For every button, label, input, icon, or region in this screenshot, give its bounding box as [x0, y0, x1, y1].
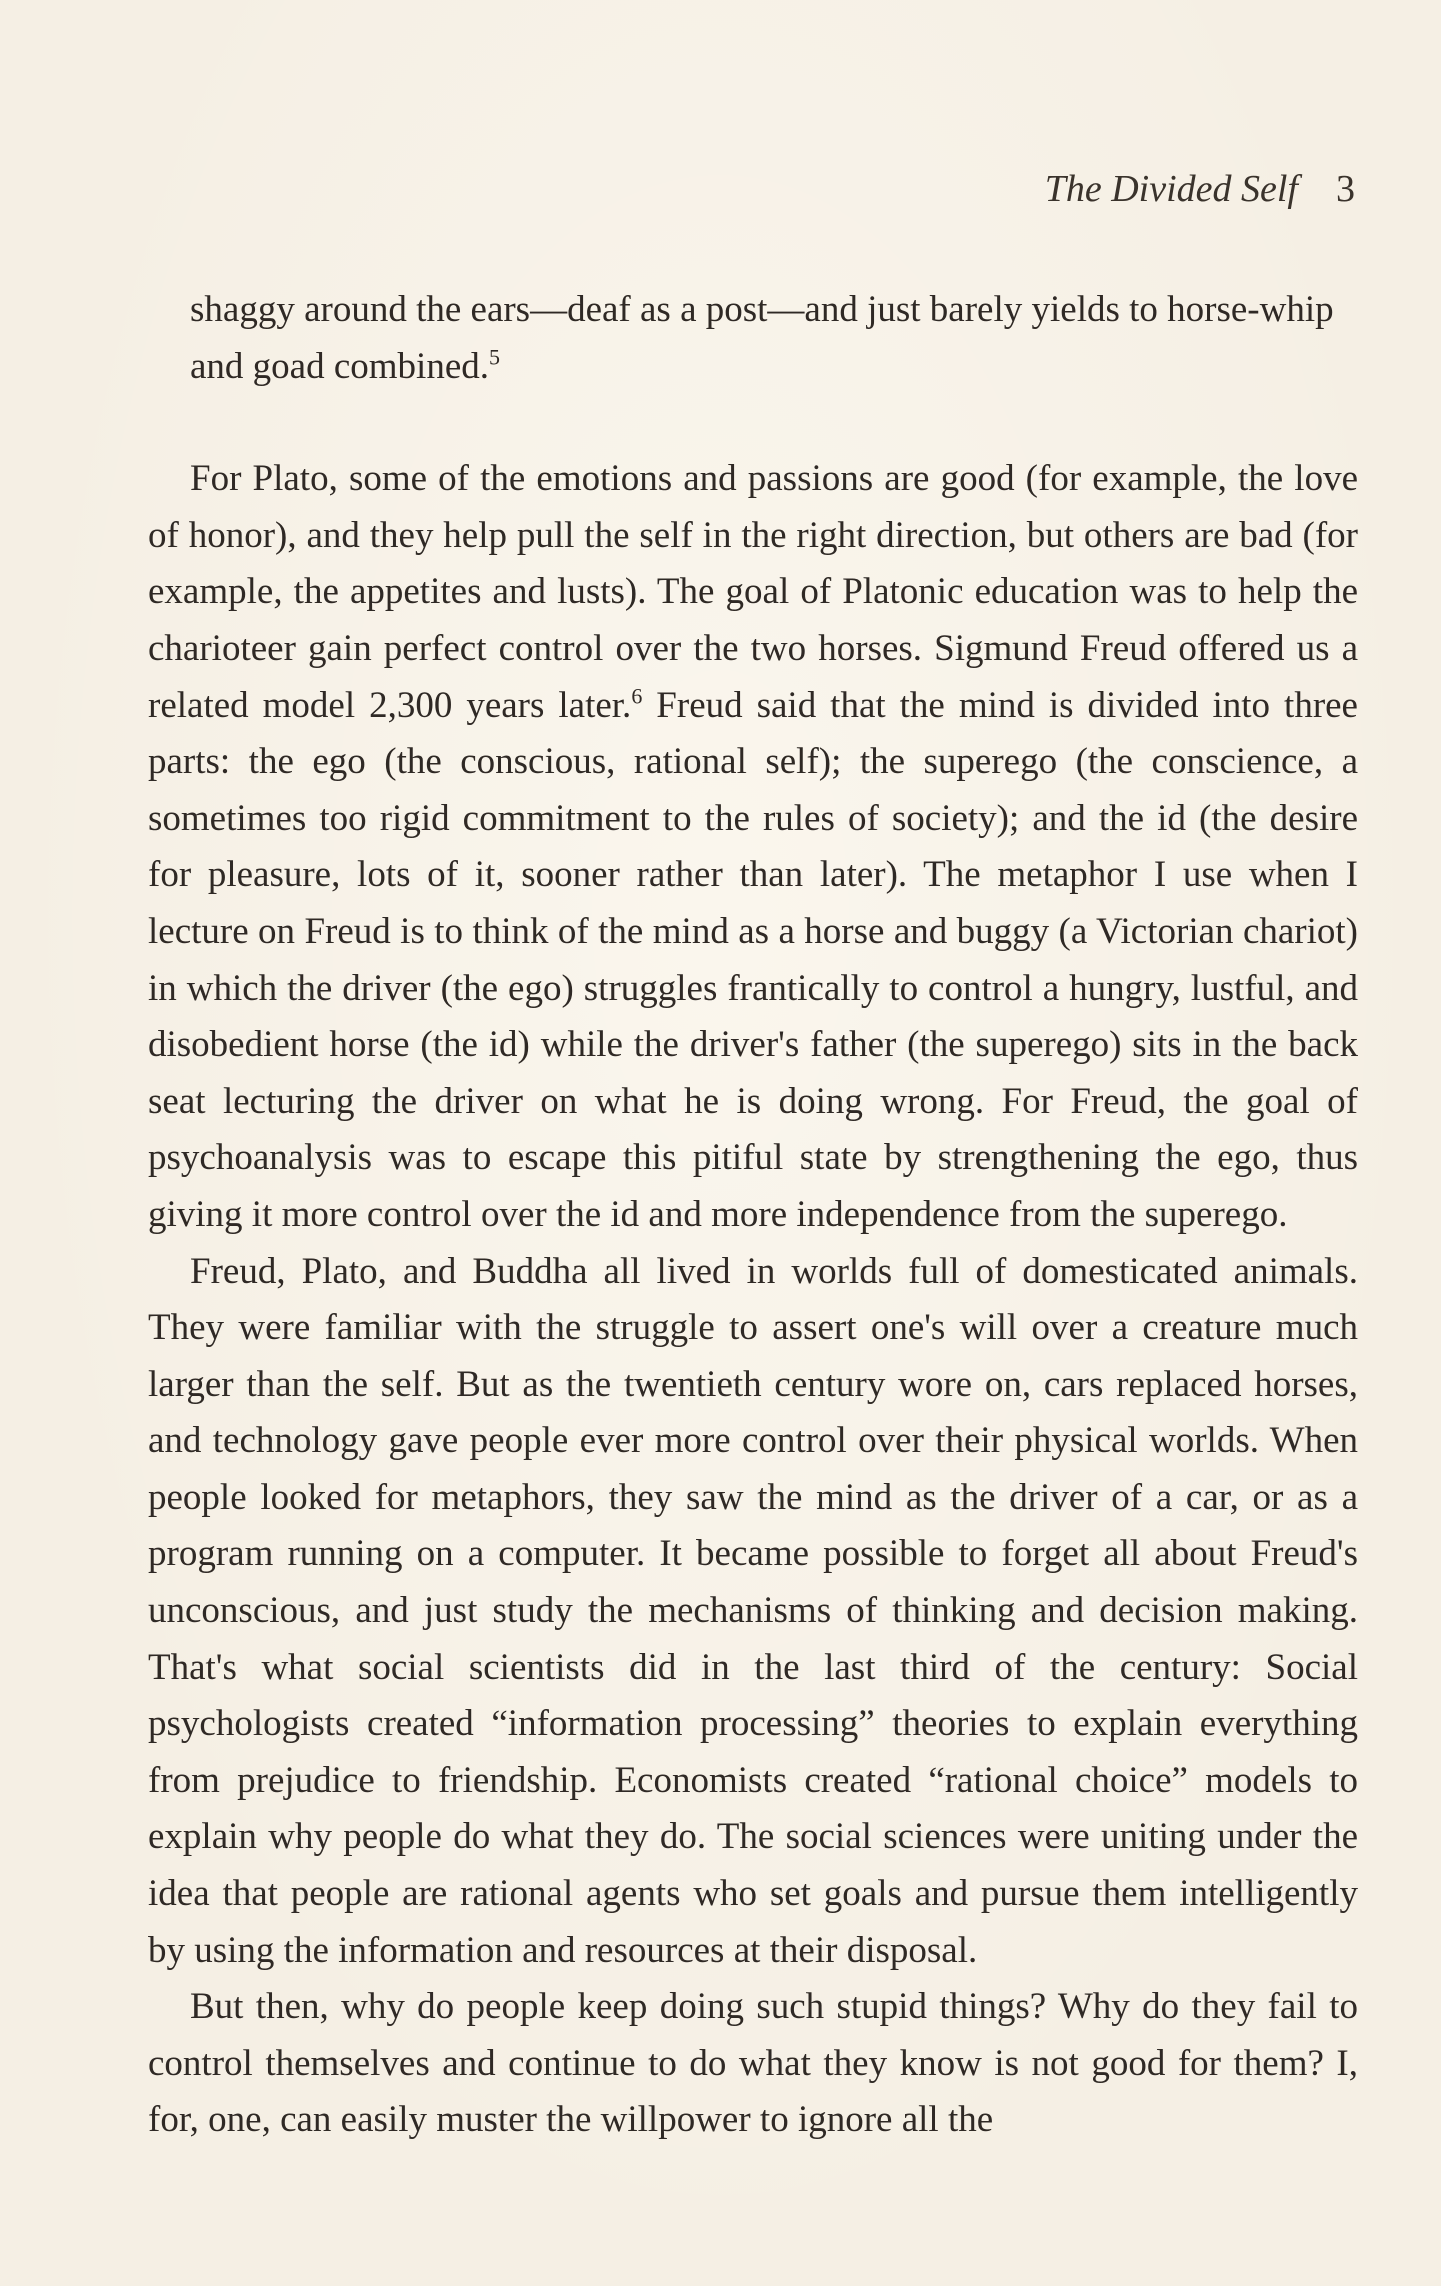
- paragraph-domesticated-animals: [148, 1244, 1358, 1980]
- paragraph-text-continued: Freud said that the mind is divided into three parts: the ego (the conscious, rational self); the superego (the conscience, a sometimes too rigid commitment to the rules of society); and the id (the desire for pleasure, lots of it, sooner rather than later). The metaphor I use when I lecture on Freud is to think of the mind as a horse and buggy (a Victorian chariot) in which the driver (the ego) struggles frantically to control a hungry, lustful, and disobedient horse (the id) while the driver's father (the superego) sits in the back seat lecturing the driver on what he is doing wrong. For Freud, the goal of psychoanalysis was to escape this pitiful state by strengthening the ego, thus giving it more control over the id and more independence from the superego.: [148, 684, 1358, 1235]
- running-head: [1045, 166, 1355, 212]
- body-text: [148, 282, 1358, 2149]
- page-number: 3: [1336, 168, 1355, 210]
- paragraph-stupid-things: [148, 1979, 1358, 2149]
- block-quote: [190, 282, 1358, 395]
- block-quote-text: shaggy around the ears—deaf as a post—and just barely yields to horse-whip and goad combined.: [190, 289, 1334, 387]
- chapter-title: The Divided Self: [1044, 168, 1298, 210]
- paragraph-plato-freud: [148, 451, 1358, 1243]
- paragraph-text: For Plato, some of the emotions and passions are good (for example, the love of honor), and they help pull the self in the right direction, but others are bad (for example, the appetites and lusts). The goal of Platonic education was to help the charioteer gain perfect control over the two horses. Sigmund Freud offered us a related model 2,300 years later.: [148, 458, 1358, 726]
- paragraph-text: But then, why do people keep doing such stupid things? Why do they fail to control themselves and continue to do what they know is not good for them? I, for, one, can easily muster the willpower to ignore all the: [148, 1986, 1358, 2141]
- footnote-marker: 6: [631, 683, 643, 709]
- footnote-marker: 5: [489, 344, 500, 370]
- paragraph-text: Freud, Plato, and Buddha all lived in worlds full of domesticated animals. They were familiar with the struggle to assert one's will over a creature much larger than the self. But as the twentieth century wore on, cars replaced horses, and technology gave people ever more control over their physical worlds. When people looked for metaphors, they saw the mind as the driver of a car, or as a program running on a computer. It became possible to forget all about Freud's unconscious, and just study the mechanisms of thinking and decision making. That's what social scientists did in the last third of the century: Social psychologists created “information processing” theories to explain everything from prejudice to friendship. Economists created “rational choice” models to explain why people do what they do. The social sciences were uniting under the idea that people are rational agents who set goals and pursue them intelligently by using the information and resources at their disposal.: [148, 1250, 1358, 1971]
